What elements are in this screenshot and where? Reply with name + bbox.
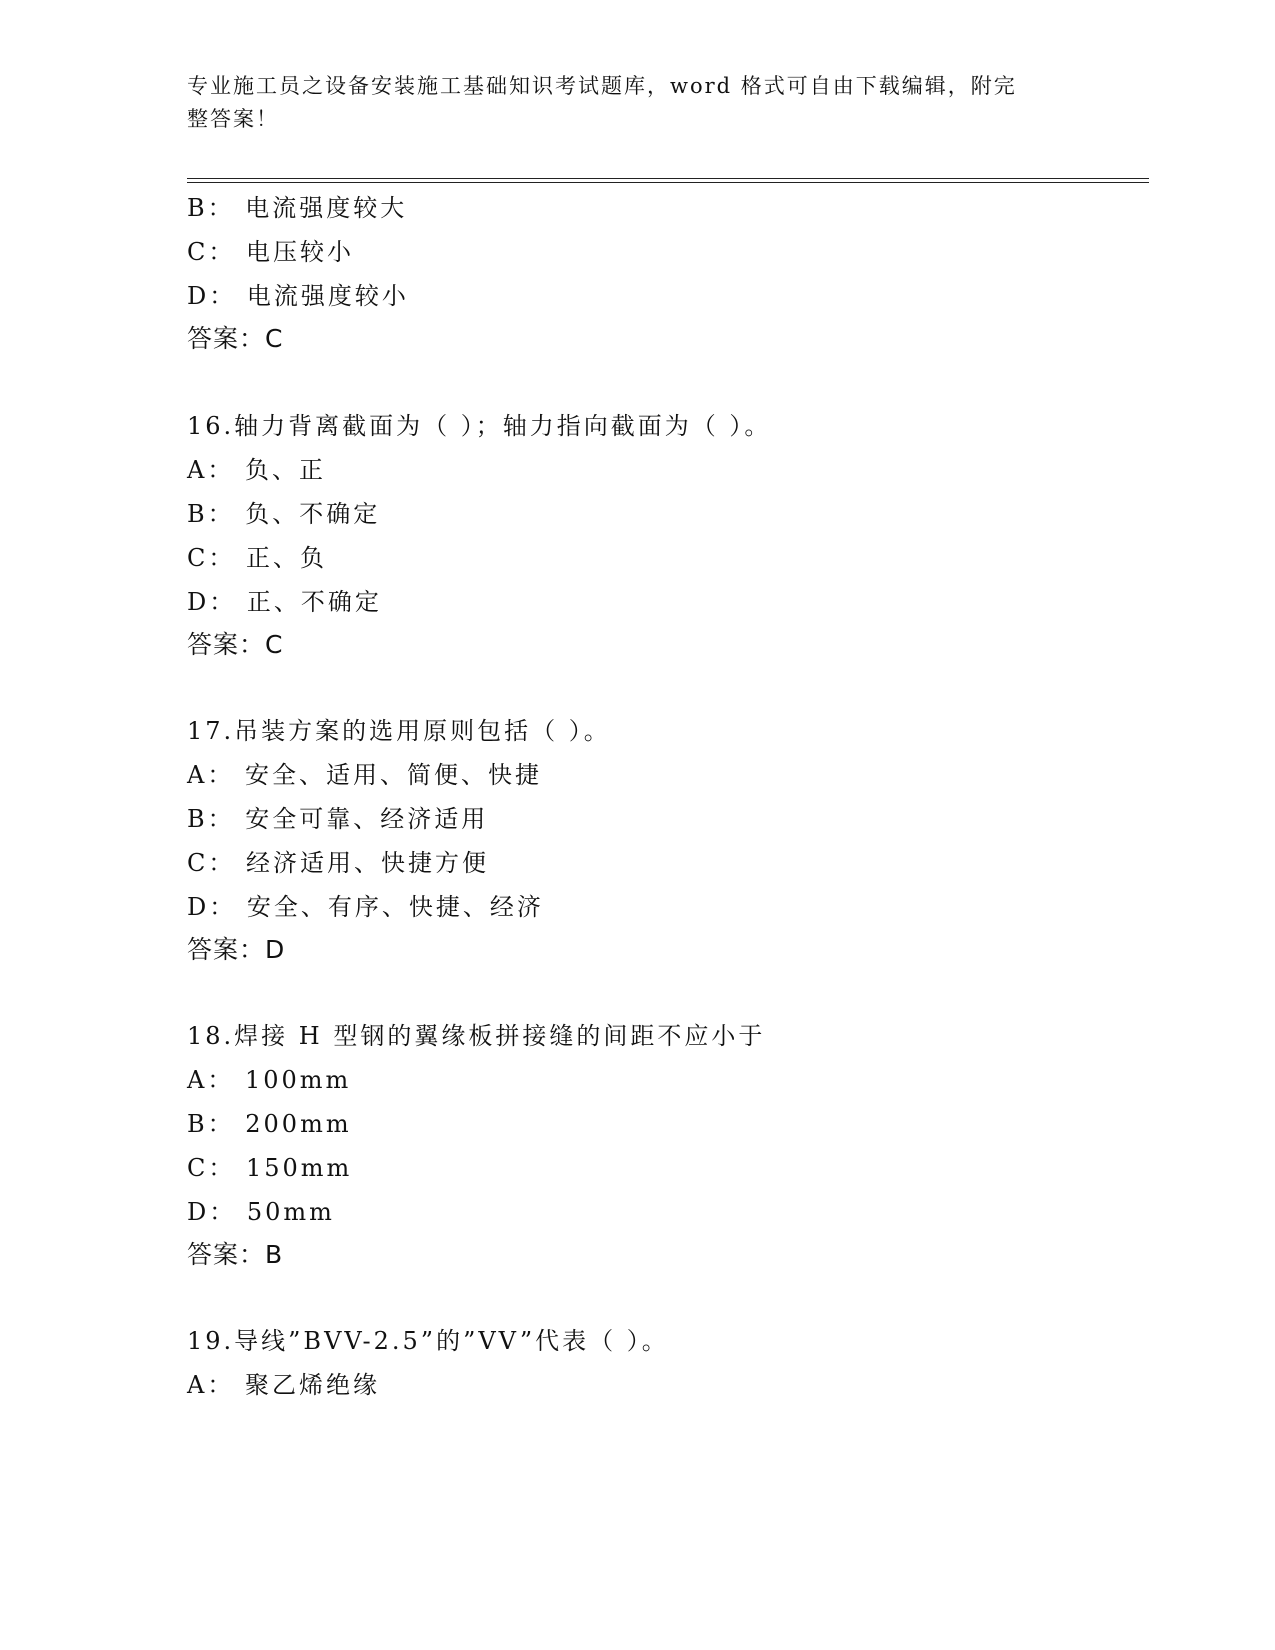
q18-option-c: C： 150mm [187,1154,353,1182]
q15-option-d: D： 电流强度较小 [187,282,409,310]
header-divider-bottom [187,182,1149,183]
q17-option-c: C： 经济适用、快捷方便 [187,849,489,877]
header-line-1: 专业施工员之设备安装施工基础知识考试题库，word 格式可自由下载编辑，附完 [187,74,1017,98]
document-header [187,70,1067,136]
q15-option-c: C： 电压较小 [187,238,354,266]
q16-answer: 答案：C [187,630,284,659]
q18-option-b: B： 200mm [187,1110,352,1138]
q17-option-b: B： 安全可靠、经济适用 [187,805,489,833]
q17-question: 17.吊装方案的选用原则包括（ ）。 [187,717,611,745]
q18-answer: 答案：B [187,1240,284,1269]
q16-option-a: A： 负、正 [187,456,326,484]
q15-option-b: B： 电流强度较大 [187,194,408,222]
q16-option-d: D： 正、不确定 [187,588,382,616]
q17-answer: 答案：D [187,935,286,964]
q16-option-c: C： 正、负 [187,544,327,572]
q17-option-a: A： 安全、适用、简便、快捷 [187,761,542,789]
q17-option-d: D： 安全、有序、快捷、经济 [187,893,544,921]
q18-option-a: A： 100mm [187,1066,352,1094]
q16-question: 16.轴力背离截面为（ ）；轴力指向截面为（ ）。 [187,412,772,440]
q19-option-a: A： 聚乙烯绝缘 [187,1371,380,1399]
q18-option-d: D： 50mm [187,1198,335,1226]
q18-question: 18.焊接 H 型钢的翼缘板拼接缝的间距不应小于 [187,1022,766,1050]
q16-option-b: B： 负、不确定 [187,500,381,528]
header-line-2: 整答案！ [187,107,279,131]
header-divider-top [187,178,1149,179]
q15-answer: 答案：C [187,324,284,353]
q19-question: 19.导线”BVV-2.5”的”VV”代表（ ）。 [187,1327,669,1355]
